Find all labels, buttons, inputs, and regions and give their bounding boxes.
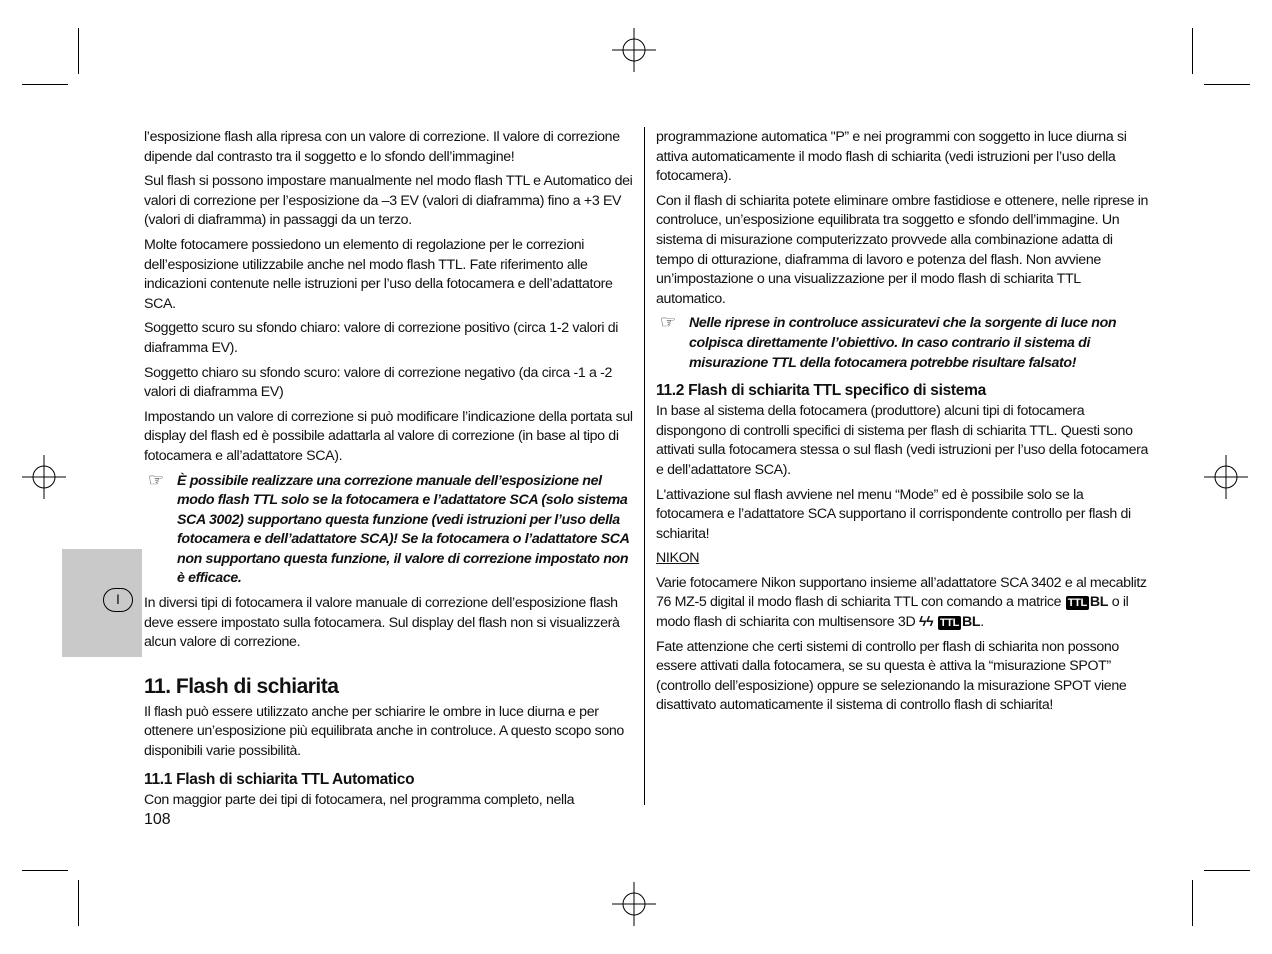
paragraph-text: . (980, 614, 984, 631)
crop-mark (78, 880, 79, 926)
paragraph: Fate attenzione che certi sistemi di controllo per flash di schiarita non possono essere attivati dalla fotocamera, se su questa è attiva la “misurazione SPOT” (controllo dell’esposizione) oppure se selezionando la misurazione SPOT viene disattivato automaticamente il sistema di controllo flash di schiarita! (656, 638, 1127, 714)
subsection-heading: 11.2 Flash di schiarita TTL specifico di sistema (656, 382, 986, 400)
section-heading: 11. Flash di schiarita (144, 674, 339, 698)
paragraph: programmazione automatica "P” e nei programmi con soggetto in luce diurna si attiva automaticamente il modo flash di schiarita (vedi istruzioni per l’uso della fotocamera). (656, 129, 1127, 185)
subsection-heading: 11.1 Flash di schiarita TTL Automatico (144, 770, 415, 788)
page-number: 108 (144, 811, 171, 828)
registration-mark-icon (612, 882, 656, 926)
column-divider (644, 127, 645, 805)
pointing-hand-icon: ☞ (660, 312, 676, 333)
paragraph: Soggetto chiaro su sfondo scuro: valore di correzione negativo (da circa -1 a -2 valori di diaframma EV) (144, 364, 613, 401)
paragraph-text: Varie fotocamere Nikon supportano insieme all’adattatore SCA 3402 e al mecablitz 76 MZ-5 digital il modo flash di schiarita TTL con comando a matrice (656, 574, 1147, 611)
paragraph: In base al sistema della fotocamera (produttore) alcuni tipi di fotocamera dispongono di controlli specifici di sistema per flash di schiarita TTL. Questi sono attivati sulla fotocamera stessa o sul flash (vedi istruzioni per l’uso della fotocamera e dell’adattatore SCA). (656, 403, 1149, 478)
crop-mark (1192, 28, 1193, 74)
paragraph: Il flash può essere utilizzato anche per schiarire le ombre in luce diurna e per ottenere un’esposizione più equilibrata anche in controluce. A questo scopo sono disponibili varie possibilità. (144, 703, 624, 760)
paragraph: L'attivazione sul flash avviene nel menu “Mode” ed è possibile solo se la fotocamera e l’adattatore SCA supportano il corrispondente controllo per flash di schiarita! (656, 486, 1131, 542)
crop-mark (78, 28, 79, 74)
note-block (656, 314, 1150, 373)
left-column (144, 128, 638, 815)
right-column (656, 128, 1150, 721)
registration-mark-icon (612, 28, 656, 72)
paragraph: Soggetto scuro su sfondo chiaro: valore di correzione positivo (circa 1-2 valori di diaframma EV). (144, 320, 619, 356)
paragraph: In diversi tipi di fotocamera il valore manuale di correzione dell’esposizione flash deve essere impostato sulla fotocamera. Sul display del flash non si visualizzerà alcun valore di correzione. (144, 595, 620, 651)
note-text: Nelle riprese in controluce assicuratevi che la sorgente di luce non colpisca direttamente l’obiettivo. In caso contrario il sistema di misurazione TTL della fotocamera potrebbe risultare falsato! (689, 315, 1117, 371)
registration-mark-icon (1204, 455, 1248, 499)
paragraph: Sul flash si possono impostare manualmente nel modo flash TTL e Automatico dei valori di correzione per l’esposizione da –3 EV (valori di diaframma) fino a +3 EV (valori di diaframma) in passaggi da un terzo. (144, 173, 633, 229)
crop-mark (1204, 84, 1250, 85)
flash-bolt-icon: ϟϟ (918, 614, 934, 631)
note-block (144, 469, 638, 590)
paragraph: Molte fotocamere possiedono un elemento di regolazione per le correzioni dell’esposizione utilizzabile anche nel modo flash TTL. Fate riferimento alle indicazioni contenute nelle istruzioni per l’uso della fotocamera e dell’adattatore SCA. (144, 236, 613, 312)
crop-mark (1204, 870, 1250, 871)
paragraph: Con il flash di schiarita potete eliminare ombre fastidiose e ottenere, nelle riprese in controluce, un’esposizione equilibrata tra soggetto e sfondo dell’immagine. Un sistema di misurazione computerizzato provvede alla combinazione adatta di tempo di otturazione, diaframma di lavoro e potenza del flash. Non avviene un’impostazione o una visualizzazione per il modo flash di schiarita TTL automatico. (656, 192, 1149, 307)
crop-mark (22, 84, 68, 85)
bl-symbol: BL (962, 614, 981, 631)
registration-mark-icon (22, 455, 66, 499)
ttl-badge-icon: TTL (939, 617, 959, 630)
paragraph: Impostando un valore di correzione si può modificare l’indicazione della portata sul display del flash ed è possibile adattarla al valore di correzione (in base al tipo di fotocamera e all’adattatore SCA). (144, 408, 633, 464)
paragraph: l’esposizione flash alla ripresa con un valore di correzione. Il valore di correzione dipende dal contrasto tra il soggetto e lo sfondo dell’immagine! (144, 129, 620, 165)
paragraph-text: o il modo flash di schiarita con multisensore 3D (656, 594, 1129, 631)
language-tab-letter: I (103, 588, 133, 612)
pointing-hand-icon: ☞ (148, 469, 164, 490)
paragraph: Con maggior parte dei tipi di fotocamera, nel programma completo, nella (144, 791, 575, 808)
ttl-badge-icon: TTL (1067, 597, 1087, 610)
bl-symbol: BL (1089, 594, 1109, 611)
crop-mark (1192, 880, 1193, 926)
note-text: È possibile realizzare una correzione manuale dell’esposizione nel modo flash TTL solo se la fotocamera e l’adattatore SCA (solo sistema SCA 3002) supportano questa funzione (vedi istruzioni per l’uso della fotocamera e dell’adattatore SCA)! Se la fotocamera o l’adattatore SCA non supportano questa funzione, il valore di correzione impostato non è efficace. (177, 472, 629, 587)
brand-label: NIKON (656, 550, 700, 567)
paragraph (656, 574, 1150, 633)
crop-mark (22, 870, 68, 871)
